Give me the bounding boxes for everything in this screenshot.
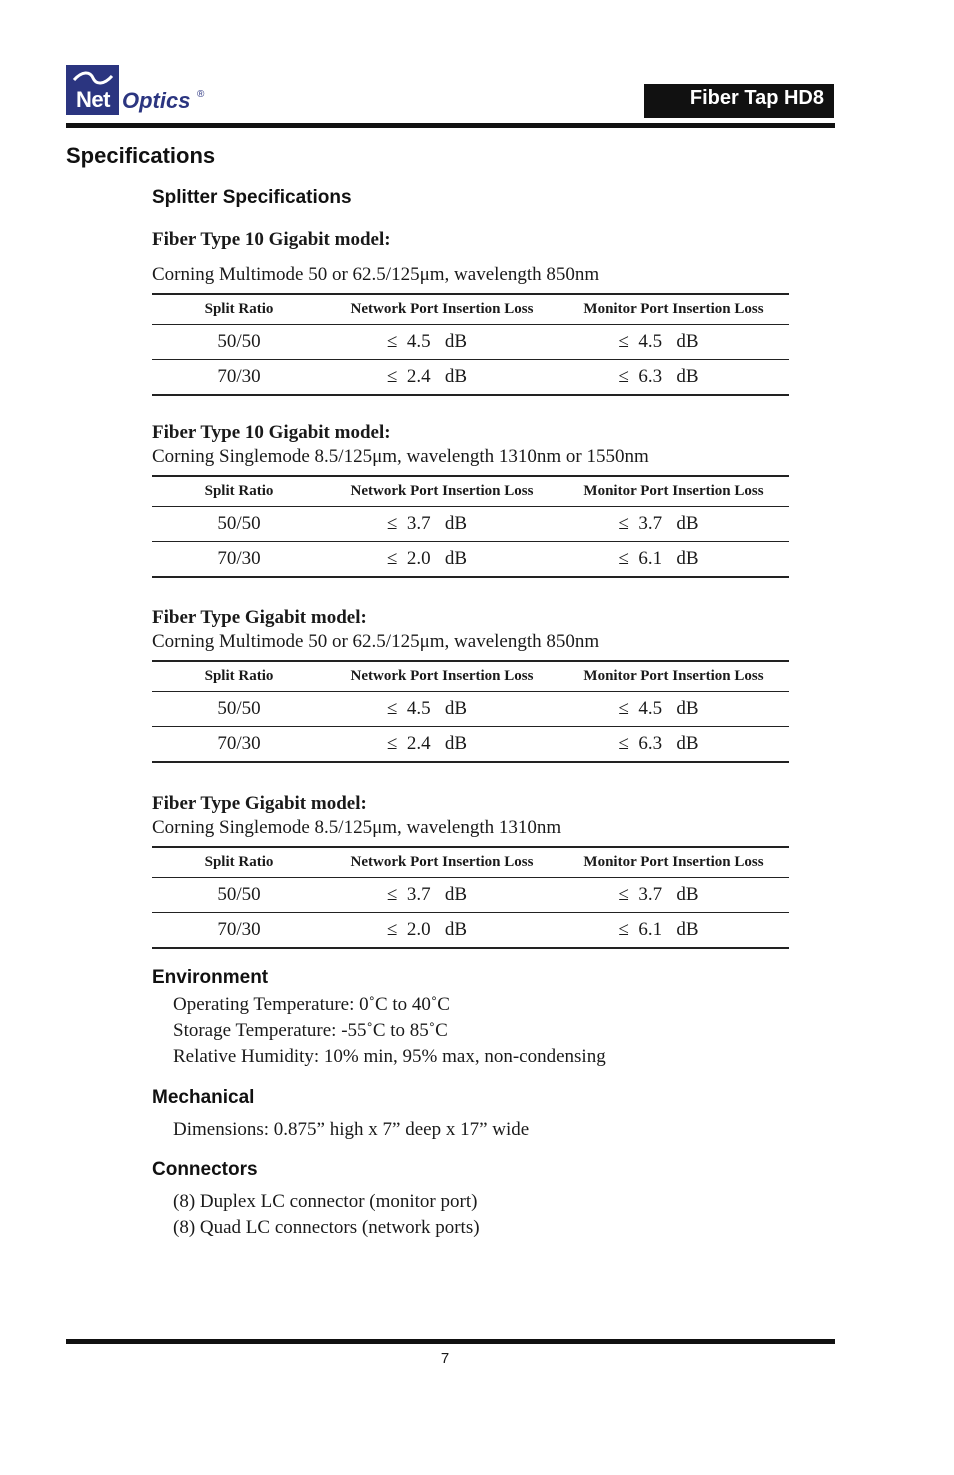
split-ratio-cell: 50/50 xyxy=(217,698,261,719)
column-header-monitor-loss: Monitor Port Insertion Loss xyxy=(583,668,764,684)
table-row xyxy=(152,692,789,727)
monitor-loss-cell: ≤ 3.7 dB xyxy=(618,513,699,534)
network-loss-cell: ≤ 2.0 dB xyxy=(387,919,468,940)
network-loss-cell: ≤ 4.5 dB xyxy=(387,331,468,352)
spec-block-title: Fiber Type Gigabit model: xyxy=(152,607,367,628)
column-header-split-ratio: Split Ratio xyxy=(204,854,274,870)
operating-temperature-text: Operating Temperature: 0˚C to 40˚C xyxy=(173,994,450,1015)
column-header-network-loss: Network Port Insertion Loss xyxy=(350,668,534,684)
spec-block-title: Fiber Type 10 Gigabit model: xyxy=(152,229,391,250)
logo-text-optics: Optics xyxy=(122,88,191,113)
column-header-split-ratio: Split Ratio xyxy=(204,668,274,684)
table-header-row xyxy=(152,847,789,878)
table-header-row xyxy=(152,661,789,692)
monitor-loss-cell: ≤ 4.5 dB xyxy=(618,698,699,719)
environment-heading: Environment xyxy=(152,967,269,988)
column-header-monitor-loss: Monitor Port Insertion Loss xyxy=(583,483,764,499)
network-loss-cell: ≤ 4.5 dB xyxy=(387,698,468,719)
split-ratio-cell: 70/30 xyxy=(217,733,261,754)
storage-temperature-text: Storage Temperature: -55˚C to 85˚C xyxy=(173,1020,448,1041)
column-header-network-loss: Network Port Insertion Loss xyxy=(350,854,534,870)
monitor-loss-cell: ≤ 6.3 dB xyxy=(618,366,699,387)
network-loss-cell: ≤ 3.7 dB xyxy=(387,884,468,905)
monitor-loss-cell: ≤ 3.7 dB xyxy=(618,884,699,905)
connectors-heading: Connectors xyxy=(152,1159,258,1180)
spec-block-2 xyxy=(152,421,789,578)
splitter-heading: Splitter Specifications xyxy=(152,187,352,208)
table-row xyxy=(152,542,789,578)
monitor-loss-cell: ≤ 6.3 dB xyxy=(618,733,699,754)
spec-block-4 xyxy=(152,792,789,949)
spec-block-1 xyxy=(152,228,789,396)
footer-divider xyxy=(66,1339,835,1344)
split-ratio-cell: 50/50 xyxy=(217,513,261,534)
column-header-monitor-loss: Monitor Port Insertion Loss xyxy=(583,854,764,870)
table-header-row xyxy=(152,294,789,325)
table-row xyxy=(152,913,789,949)
spec-table xyxy=(152,293,789,396)
spec-block-description: Corning Singlemode 8.5/125μm, wavelength 1310nm or 1550nm xyxy=(152,446,649,467)
page-number: 7 xyxy=(440,1350,450,1367)
split-ratio-cell: 70/30 xyxy=(217,919,261,940)
column-header-monitor-loss: Monitor Port Insertion Loss xyxy=(583,301,764,317)
spec-table xyxy=(152,660,789,763)
header-divider xyxy=(66,123,835,128)
logo-text-net: Net xyxy=(76,87,110,112)
page-title: Specifications xyxy=(66,143,216,168)
column-header-split-ratio: Split Ratio xyxy=(204,483,274,499)
wave-icon xyxy=(72,69,114,87)
monitor-connector-text: (8) Duplex LC connector (monitor port) xyxy=(173,1191,478,1212)
net-optics-logo xyxy=(66,65,226,117)
column-header-network-loss: Network Port Insertion Loss xyxy=(350,483,534,499)
monitor-loss-cell: ≤ 6.1 dB xyxy=(618,548,699,569)
relative-humidity-text: Relative Humidity: 10% min, 95% max, non-condensing xyxy=(173,1046,606,1067)
registered-mark: ® xyxy=(197,89,205,100)
spec-block-title: Fiber Type Gigabit model: xyxy=(152,793,367,814)
mechanical-heading: Mechanical xyxy=(152,1087,255,1108)
network-loss-cell: ≤ 2.4 dB xyxy=(387,366,468,387)
split-ratio-cell: 50/50 xyxy=(217,331,261,352)
split-ratio-cell: 70/30 xyxy=(217,366,261,387)
monitor-loss-cell: ≤ 6.1 dB xyxy=(618,919,699,940)
spec-block-3 xyxy=(152,606,789,763)
table-row xyxy=(152,878,789,913)
column-header-network-loss: Network Port Insertion Loss xyxy=(350,301,534,317)
spec-block-description: Corning Singlemode 8.5/125μm, wavelength 1310nm xyxy=(152,817,562,838)
spec-table xyxy=(152,846,789,949)
table-row xyxy=(152,727,789,763)
network-connector-text: (8) Quad LC connectors (network ports) xyxy=(173,1217,480,1238)
split-ratio-cell: 50/50 xyxy=(217,884,261,905)
table-row xyxy=(152,507,789,542)
spec-block-title: Fiber Type 10 Gigabit model: xyxy=(152,422,391,443)
split-ratio-cell: 70/30 xyxy=(217,548,261,569)
table-row xyxy=(152,360,789,396)
spec-block-description: Corning Multimode 50 or 62.5/125μm, wavelength 850nm xyxy=(152,264,600,285)
spec-table xyxy=(152,475,789,578)
network-loss-cell: ≤ 3.7 dB xyxy=(387,513,468,534)
column-header-split-ratio: Split Ratio xyxy=(204,301,274,317)
table-row xyxy=(152,325,789,360)
dimensions-text: Dimensions: 0.875” high x 7” deep x 17” wide xyxy=(173,1119,530,1140)
network-loss-cell: ≤ 2.4 dB xyxy=(387,733,468,754)
product-name-badge: Fiber Tap HD8 xyxy=(644,84,834,118)
table-header-row xyxy=(152,476,789,507)
logo-mark xyxy=(66,65,119,115)
spec-block-description: Corning Multimode 50 or 62.5/125μm, wavelength 850nm xyxy=(152,631,600,652)
monitor-loss-cell: ≤ 4.5 dB xyxy=(618,331,699,352)
network-loss-cell: ≤ 2.0 dB xyxy=(387,548,468,569)
